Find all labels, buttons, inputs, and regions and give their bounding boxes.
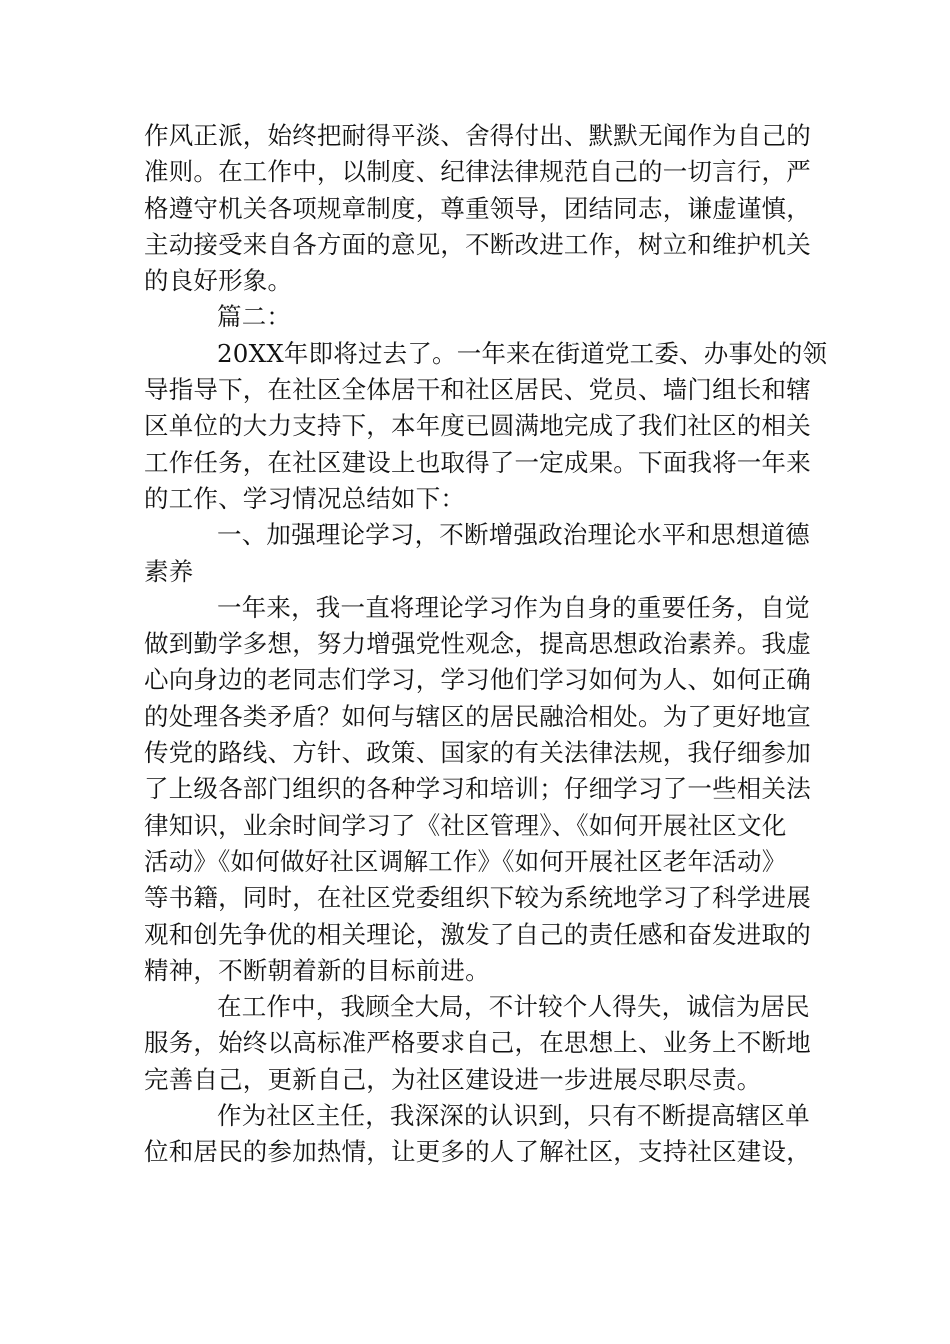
text-line: 的工作、学习情况总结如下： bbox=[144, 483, 466, 513]
text-line: 位和居民的参加热情，让更多的人了解社区，支持社区建设， bbox=[144, 1137, 811, 1167]
text-line: 格遵守机关各项规章制度，尊重领导，团结同志，谦虚谨慎， bbox=[144, 193, 811, 223]
text-line: 区单位的大力支持下，本年度已圆满地完成了我们社区的相关 bbox=[144, 411, 811, 441]
text-line: 观和创先争优的相关理论，激发了自己的责任感和奋发进取的 bbox=[144, 919, 811, 949]
document-body bbox=[144, 118, 828, 1171]
text-line: 的处理各类矛盾？如何与辖区的居民融洽相处。为了更好地宣 bbox=[144, 701, 811, 731]
text-line: 传党的路线、方针、政策、国家的有关法律法规，我仔细参加 bbox=[144, 738, 811, 768]
text-line: 精神，不断朝着新的目标前进。 bbox=[144, 955, 490, 985]
text-line: 完善自己，更新自己，为社区建设进一步进展尽职尽责。 bbox=[144, 1064, 762, 1094]
text-line: 活动》《如何做好社区调解工作》《如何开展社区老年活动》 bbox=[144, 846, 787, 876]
paragraph-start-line: 一年来，我一直将理论学习作为自身的重要任务，自觉 bbox=[217, 592, 810, 622]
text-line: 的良好形象。 bbox=[144, 266, 293, 296]
text-line: 做到勤学多想，努力增强党性观念，提高思想政治素养。我虚 bbox=[144, 629, 811, 659]
subsection-heading: 一、加强理论学习，不断增强政治理论水平和思想道德 bbox=[217, 520, 810, 550]
paragraph-start-line: 在工作中，我顾全大局，不计较个人得失，诚信为居民 bbox=[217, 992, 810, 1022]
text-line: 了上级各部门组织的各种学习和培训；仔细学习了一些相关法 bbox=[144, 774, 811, 804]
subsection-heading-continuation: 素养 bbox=[144, 556, 194, 586]
text-line: 准则。在工作中，以制度、纪律法律规范自己的一切言行，严 bbox=[144, 157, 811, 187]
text-line: 作风正派，始终把耐得平淡、舍得付出、默默无闻作为自己的 bbox=[144, 121, 811, 150]
paragraph-start-line: 20XX年即将过去了。一年来在街道党工委、办事处的领 bbox=[217, 338, 828, 368]
paragraph-start-line: 作为社区主任，我深深的认识到，只有不断提高辖区单 bbox=[217, 1101, 810, 1131]
text-line: 工作任务，在社区建设上也取得了一定成果。下面我将一年来 bbox=[144, 447, 811, 477]
text-line: 律知识，业余时间学习了《社区管理》、《如何开展社区文化 bbox=[144, 810, 787, 840]
text-line: 心向身边的老同志们学习，学习他们学习如何为人、如何正确 bbox=[144, 665, 811, 695]
section-heading: 篇二： bbox=[217, 302, 292, 332]
text-line: 导指导下，在社区全体居干和社区居民、党员、墙门组长和辖 bbox=[144, 375, 811, 405]
text-line: 等书籍，同时，在社区党委组织下较为系统地学习了科学进展 bbox=[144, 883, 811, 913]
text-line: 服务，始终以高标准严格要求自己，在思想上、业务上不断地 bbox=[144, 1028, 811, 1058]
text-line: 主动接受来自各方面的意见，不断改进工作，树立和维护机关 bbox=[144, 229, 811, 259]
